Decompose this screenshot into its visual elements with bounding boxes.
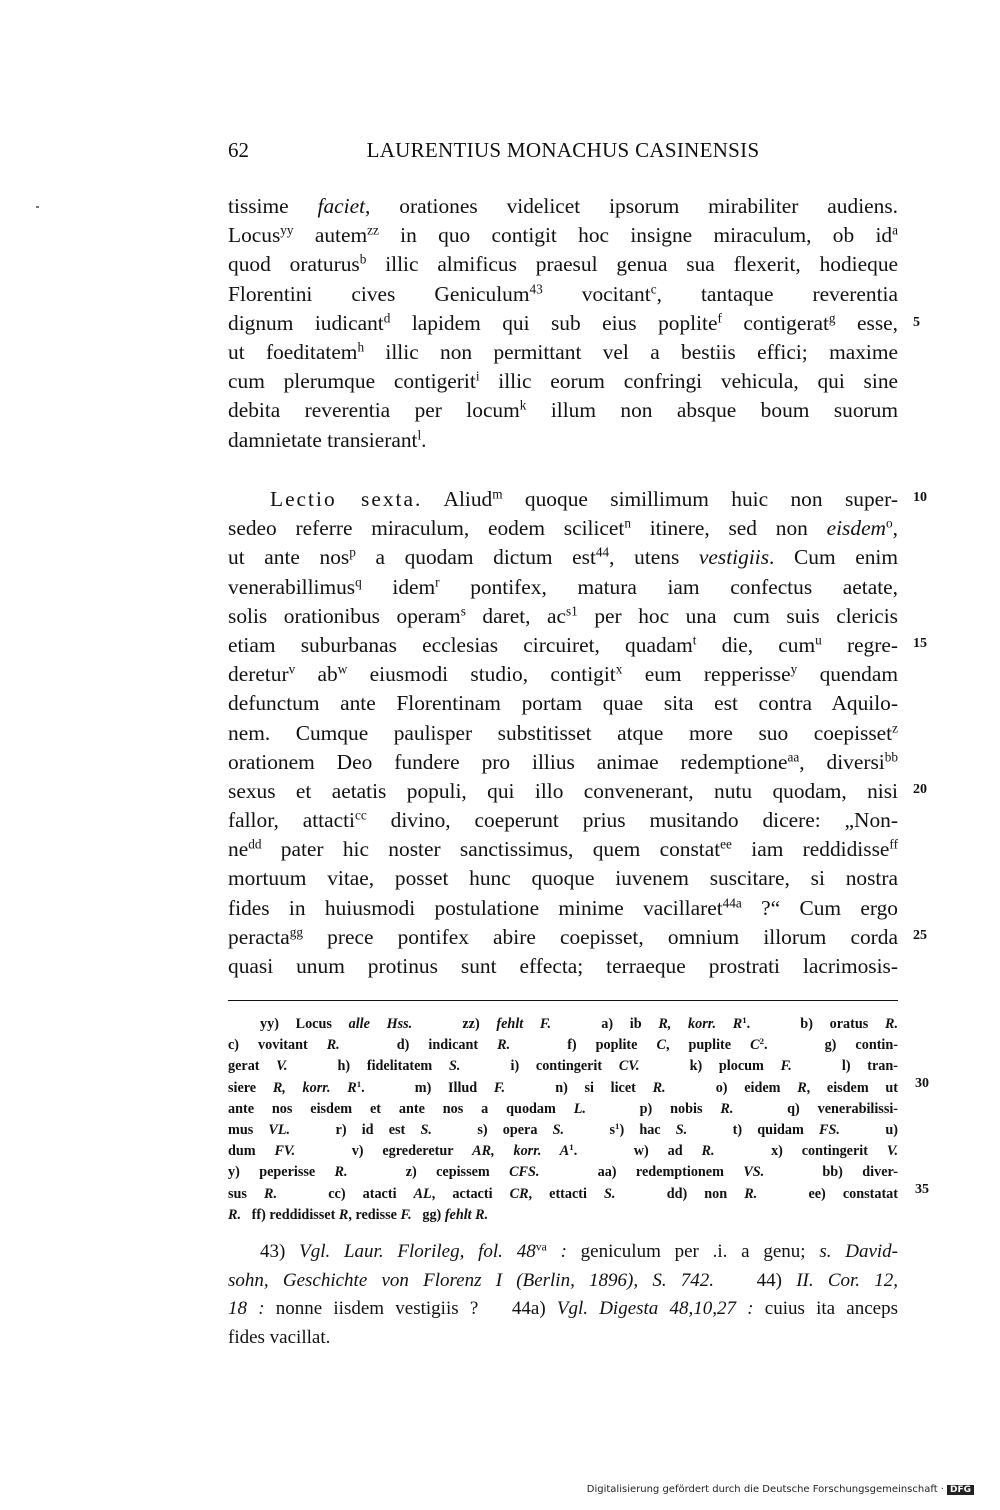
text-line: Florentini cives Geniculum$^{43}$ vocitant$^c$, tantaque reverentia: [228, 281, 898, 306]
text-line: defunctum ante Florentinam portam quae sita est contra Aquilo-: [228, 691, 898, 716]
text-line: $ne^{dd}$ pater hic noster sanctissimus, quem constat$^{ee}$ iam reddidisse$^{ff}$: [228, 836, 898, 862]
footnote-line: fides vacillat.: [228, 1326, 331, 1348]
apparatus-line: siere R, korr. $R^1$. m) Illud F. n) si licet R. o) eidem R, eisdem ut: [228, 1078, 898, 1096]
footnote-line: 43) Vgl. Laur. Florileg, fol. $48^{va}$ : geniculum per .i. a genu; s. David-: [260, 1240, 899, 1262]
text-line: peracta$^{gg}$ prece pontifex abire coepisset, omnium illorum corda: [228, 924, 898, 949]
line-number: 10: [913, 490, 927, 505]
footnotes: [228, 1238, 898, 1352]
paragraph-1: [228, 192, 920, 455]
line-number: 20: [913, 782, 927, 797]
apparatus-line: R. ff) reddidisset R, redisse F. gg) fehlt R.: [228, 1206, 489, 1223]
text-line: solis orationibus operam$^s$ daret, $ac^{s1}$ per hoc una cum suis clericis: [228, 603, 898, 628]
text-line: quod oraturus$^b$ illic almificus praesul genua sua flexerit, hodieque: [228, 252, 899, 277]
apparatus-line: gerat V. h) fidelitatem S. i) contingerit CV. k) plocum F. l) tran-: [228, 1058, 898, 1075]
text-line: quasi unum protinus sunt effecta; terraeque prostrati lacrimosis-: [228, 954, 898, 978]
line-number: 35: [915, 1182, 929, 1197]
page-number: 62: [228, 138, 249, 162]
text-line: dignum iudicant$^d$ lapidem qui sub eius poplite$^f$ contigerat$^g$ esse,: [228, 310, 898, 335]
text-line: etiam suburbanas ecclesias circuiret, quadam$^t$ die, cum$^u$ regre-: [228, 632, 898, 657]
scan-speck: [36, 206, 39, 208]
text-line: cum plerumque contigerit$^i$ illic eorum confringi vehicula, qui sine: [228, 368, 899, 394]
text-line: sedeo referre miraculum, eodem scilicet$^n$ itinere, sed non eisdem$^o$,: [228, 515, 898, 541]
text-line: debita reverentia per locum$^k$ illum non absque boum suorum: [228, 398, 898, 423]
page-header: [228, 138, 898, 168]
text-line: nem. Cumque paulisper substitisset atque more suo coepisset$^z$: [228, 720, 898, 745]
text-line: sexus et aetatis populi, qui illo convenerant, nutu quodam, nisi: [228, 778, 898, 803]
text-line: mortuum vitae, posset hunc quoque iuvenem suscitare, si nostra: [228, 866, 898, 891]
apparatus-line: y) peperisse R. z) cepissem CFS. aa) redemptionem VS. bb) diver-: [228, 1164, 898, 1181]
line-number: 30: [915, 1076, 929, 1091]
text-line: orationem Deo fundere pro illius animae redemptione$^{aa}$, diversi$^{bb}$: [228, 749, 898, 774]
text-line: Lectio sexta. Aliud$^m$ quoque simillimum huic non super-: [270, 486, 898, 511]
text-line: Locus$^{yy}$ autem$^{zz}$ in quo contigit hoc insigne miraculum, ob $id^a$: [228, 222, 898, 248]
text-line: deretur$^v$ $ab^w$ eiusmodi studio, contigit$^x$ eum repperisse$^y$ quendam: [228, 661, 898, 687]
text-line: ut ante nos$^p$ a quodam dictum est$^{44}$, utens vestigiis. Cum enim: [228, 545, 898, 570]
line-number: 15: [913, 636, 927, 651]
paragraph-2: [228, 485, 927, 981]
line-number: 5: [913, 315, 920, 330]
text-line: damnietate transierant$^l$.: [228, 427, 427, 452]
apparatus-line: ante nos eisdem et ante nos a quodam L. p) nobis R. q) venerabilissi-: [228, 1100, 899, 1117]
apparatus-line: dum FV. v) egrederetur AR, korr. $A^1$. w) ad R. x) contingerit V.: [228, 1142, 898, 1160]
apparatus-line: yy) Locus alle Hss. zz) fehlt F. a) ib R, korr. $R^1$. b) oratus R.: [260, 1015, 898, 1032]
text-line: fallor, attacti$^{cc}$ divino, coeperunt prius musitando dicere: „Non-: [228, 807, 898, 833]
critical-apparatus: [228, 1014, 929, 1226]
footnote-divider: [228, 1000, 898, 1001]
text-line: tissime faciet, orationes videlicet ipsorum mirabiliter audiens.: [228, 194, 898, 218]
credit-text: Digitalisierung gefördert durch die Deutsche Forschungsgemeinschaft ·: [586, 1484, 944, 1495]
apparatus-line: mus VL. r) id est S. s) opera S. $s^1$) hac S. t) quidam FS. u): [228, 1121, 898, 1138]
apparatus-line: sus R. cc) atacti AL, actacti CR, ettacti S. dd) non R. ee) constatat: [228, 1185, 898, 1202]
text-line: fides in huiusmodi postulatione minime vacillaret$^{44a}$ ?“ Cum ergo: [228, 895, 898, 920]
footnote-line: 18 : nonne iisdem vestigiis ? 44a) Vgl. Digesta 48,10,27 : cuius ita anceps: [228, 1298, 898, 1320]
digitization-credit: [587, 1484, 974, 1495]
text-line: venerabillimus$^q$ idem$^r$ pontifex, matura iam confectus aetate,: [228, 574, 898, 599]
text-line: ut foeditatem$^h$ illic non permittant vel a bestiis effici; maxime: [228, 339, 898, 364]
dfg-logo: DFG: [947, 1485, 974, 1495]
footnote-line: sohn, Geschichte von Florenz I (Berlin, 1896), S. 742. 44) II. Cor. 12,: [228, 1269, 899, 1291]
running-title: LAURENTIUS MONACHUS CASINENSIS: [366, 138, 760, 162]
line-number: 25: [913, 928, 927, 943]
apparatus-line: c) vovitant R. d) indicant R. f) poplite C, puplite $C^2$. g) contin-: [228, 1036, 898, 1054]
